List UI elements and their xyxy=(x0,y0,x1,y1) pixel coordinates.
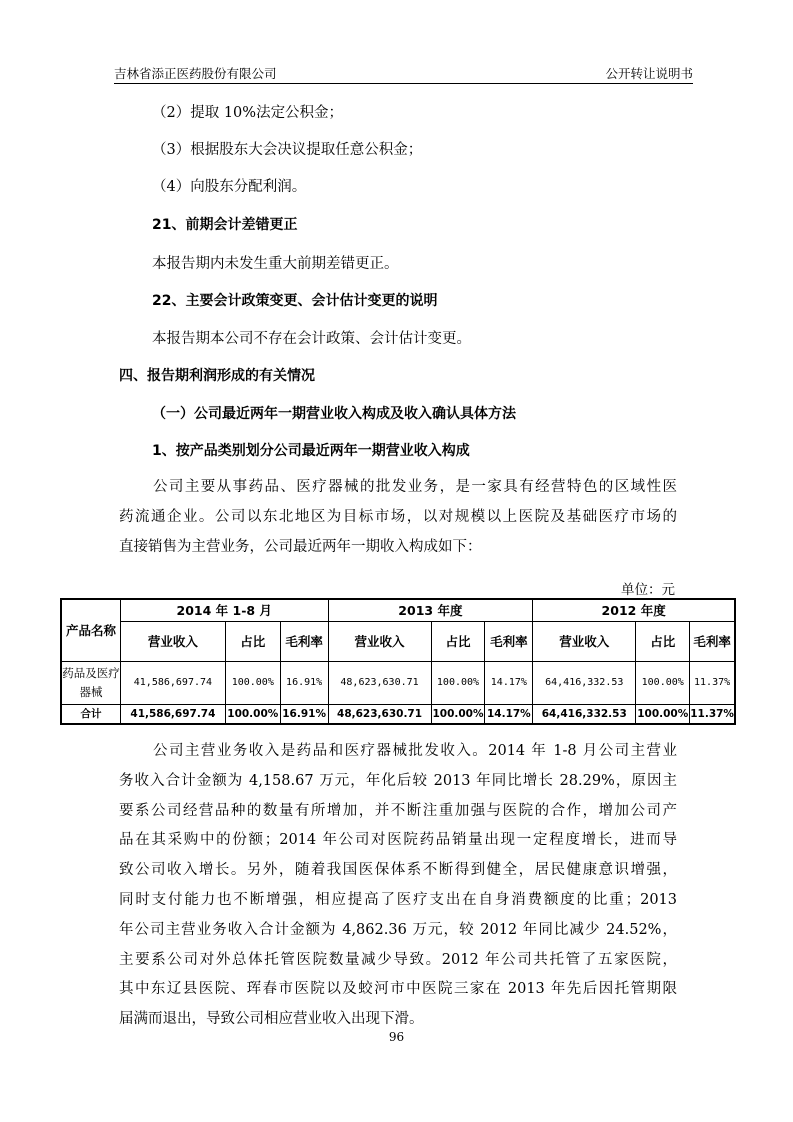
paragraph-line: 公司主营业务收入是药品和医疗器械批发收入。2014 年 1-8 月公司主营业 xyxy=(153,743,677,759)
item-heading-1: 1、按产品类别划分公司最近两年一期营业收入构成 xyxy=(152,443,470,459)
table-cell: 100.00% xyxy=(225,704,280,724)
col-header-product: 产品名称 xyxy=(61,599,120,661)
paragraph-revenue-intro xyxy=(119,473,677,562)
col-header-revenue: 营业收入 xyxy=(328,621,431,661)
paragraph-line: 务收入合计金额为 4,158.67 万元，年化后较 2013 年同比增长 28.29%，原因主 xyxy=(119,772,677,789)
col-header-share: 占比 xyxy=(431,621,485,661)
table-cell: 11.37% xyxy=(690,661,735,704)
table-cell: 14.17% xyxy=(485,704,533,724)
table-cell: 41,586,697.74 xyxy=(120,704,225,724)
list-item-3: （3）根据股东大会决议提取任意公积金； xyxy=(152,142,423,158)
page-header xyxy=(114,62,693,82)
table-row xyxy=(61,661,735,704)
table-cell: 14.17% xyxy=(485,661,533,704)
table-cell: 100.00% xyxy=(431,661,485,704)
paragraph-line: 其中东辽县医院、珲春市医院以及蛟河市中医院三家在 2013 年先后因托管期限 xyxy=(119,981,677,998)
subsection-heading-1: （一）公司最近两年一期营业收入构成及收入确认具体方法 xyxy=(152,406,516,422)
header-doc-title: 公开转让说明书 xyxy=(605,66,693,81)
paragraph-line: 品在其采购中的份额；2014 年公司对医院药品销量出现一定程度增长，进而导 xyxy=(119,832,677,849)
section-heading-4: 四、报告期利润形成的有关情况 xyxy=(119,368,315,384)
table-cell: 100.00% xyxy=(636,661,690,704)
page-number: 96 xyxy=(388,1030,405,1044)
table-cell: 16.91% xyxy=(280,661,328,704)
header-company: 吉林省添正医药股份有限公司 xyxy=(114,66,277,81)
paragraph-line: 年公司主营业务收入合计金额为 4,862.36 万元，较 2012 年同比减少 24.52%， xyxy=(119,921,677,938)
row-label: 药品及医疗器械 xyxy=(61,661,120,704)
list-item-4: （4）向股东分配利润。 xyxy=(152,179,307,195)
paragraph-line: 同时支付能力也不断增强，相应提高了医疗支出在自身消费额度的比重；2013 xyxy=(119,891,677,908)
paragraph-21: 本报告期内未发生重大前期差错更正。 xyxy=(152,256,399,272)
table-cell: 64,416,332.53 xyxy=(533,704,636,724)
paragraph-revenue-analysis xyxy=(119,737,677,1035)
total-label: 合计 xyxy=(61,704,120,724)
heading-21: 21、前期会计差错更正 xyxy=(152,217,298,233)
paragraph-line: 致公司收入增长。另外，随着我国医保体系不断得到健全，居民健康意识增强， xyxy=(119,862,677,879)
period-header: 2012 年度 xyxy=(533,599,735,621)
col-header-margin: 毛利率 xyxy=(280,621,328,661)
table-cell: 100.00% xyxy=(225,661,280,704)
heading-22: 22、主要会计政策变更、会计估计变更的说明 xyxy=(152,293,438,309)
table-cell: 48,623,630.71 xyxy=(328,704,431,724)
paragraph-22: 本报告期本公司不存在会计政策、会计估计变更。 xyxy=(152,331,471,347)
col-header-share: 占比 xyxy=(225,621,280,661)
paragraph-line: 公司主要从事药品、医疗器械的批发业务，是一家具有经营特色的区域性医 xyxy=(153,479,677,495)
revenue-table xyxy=(60,598,736,725)
period-header: 2013 年度 xyxy=(328,599,533,621)
paragraph-line: 届满而退出，导致公司相应营业收入出现下滑。 xyxy=(119,1011,424,1028)
table-cell: 41,586,697.74 xyxy=(120,661,225,704)
table-cell: 100.00% xyxy=(636,704,690,724)
col-header-revenue: 营业收入 xyxy=(533,621,636,661)
table-cell: 11.37% xyxy=(690,704,735,724)
paragraph-line: 要系公司经营品种的数量有所增加，并不断注重加强与医院的合作，增加公司产 xyxy=(119,802,677,819)
col-header-margin: 毛利率 xyxy=(690,621,735,661)
period-header: 2014 年 1-8 月 xyxy=(120,599,328,621)
col-header-share: 占比 xyxy=(636,621,690,661)
table-cell: 48,623,630.71 xyxy=(328,661,431,704)
paragraph-line: 直接销售为主营业务，公司最近两年一期收入构成如下： xyxy=(119,538,482,555)
table-cell: 16.91% xyxy=(280,704,328,724)
list-item-2: （2）提取 10%法定公积金； xyxy=(152,105,344,121)
paragraph-line: 药流通企业。公司以东北地区为目标市场，以对规模以上医院及基础医疗市场的 xyxy=(119,508,677,525)
col-header-revenue: 营业收入 xyxy=(120,621,225,661)
table-total-row xyxy=(61,704,735,724)
table-cell: 100.00% xyxy=(431,704,485,724)
header-rule xyxy=(114,83,693,84)
paragraph-line: 主要系公司对外总体托管医院数量减少导致。2012 年公司共托管了五家医院， xyxy=(119,951,677,968)
table-cell: 64,416,332.53 xyxy=(533,661,636,704)
col-header-margin: 毛利率 xyxy=(485,621,533,661)
unit-label: 单位：元 xyxy=(621,582,675,598)
